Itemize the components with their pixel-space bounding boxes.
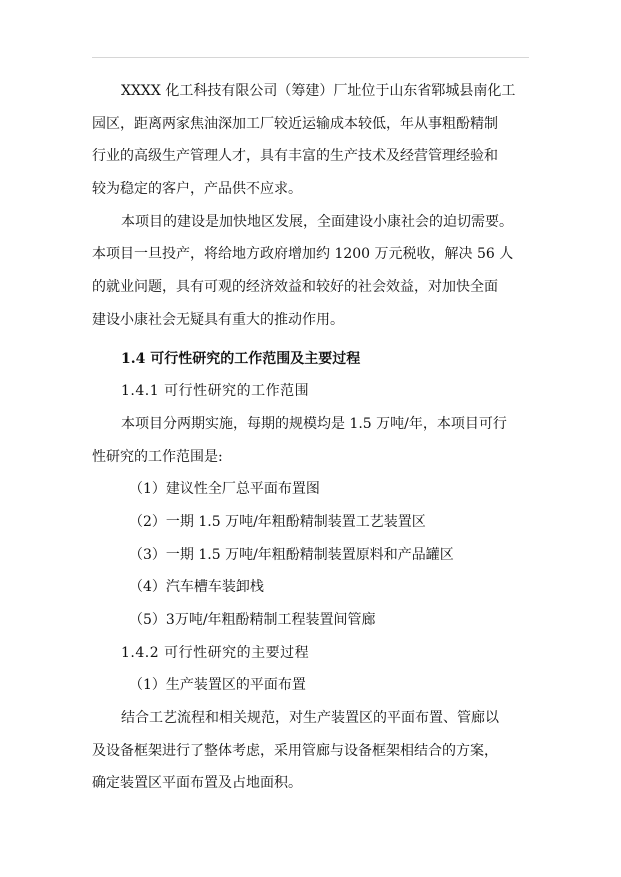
text-line: 及设备框架进行了整体考虑，采用管廊与设备框架相结合的方案， bbox=[92, 742, 498, 759]
text-line: 建设小康社会无疑具有重大的推动作用。 bbox=[92, 311, 344, 328]
text-line: 园区，距离两家焦油深加工厂较近运输成本较低，年从事粗酚精制 bbox=[92, 115, 498, 132]
header-rule bbox=[92, 57, 529, 58]
text-line: 本项目分两期实施，每期的规模均是 1.5 万吨/年，本项目可行 bbox=[121, 415, 507, 432]
text-line: 的就业问题，具有可观的经济效益和较好的社会效益，对加快全面 bbox=[92, 279, 498, 296]
text-line: 性研究的工作范围是: bbox=[92, 448, 223, 465]
paragraph-scope-intro bbox=[92, 411, 529, 476]
list-item: （2）一期 1.5 万吨/年粗酚精制装置工艺装置区 bbox=[129, 513, 426, 530]
list-item: （4）汽车槽车装卸栈 bbox=[129, 579, 264, 596]
list-item: （1）生产装置区的平面布置 bbox=[129, 677, 306, 694]
subsection-heading: 1.4.2 可行性研究的主要过程 bbox=[121, 644, 310, 661]
text-line: 行业的高级生产管理人才，具有丰富的生产技术及经营管理经验和 bbox=[92, 148, 498, 165]
list-item: （5）3万吨/年粗酚精制工程装置间管廊 bbox=[129, 612, 376, 628]
text-line: 本项目一旦投产，将给地方政府增加约 1200 万元税收，解决 56 人 bbox=[92, 246, 514, 263]
document-body bbox=[92, 78, 529, 803]
text-line: 确定装置区平面布置及占地面积。 bbox=[92, 775, 302, 792]
paragraph-company-intro bbox=[92, 78, 529, 209]
paragraph-layout-process bbox=[92, 705, 529, 803]
scope-list bbox=[92, 476, 529, 639]
section-heading: 1.4 可行性研究的工作范围及主要过程 bbox=[121, 350, 361, 367]
text-line: 较为稳定的客户，产品供不应求。 bbox=[92, 181, 302, 198]
text-line: 本项目的建设是加快地区发展，全面建设小康社会的迫切需要。 bbox=[121, 213, 513, 230]
list-item: （1）建议性全厂总平面布置图 bbox=[129, 481, 320, 498]
subsection-heading: 1.4.1 可行性研究的工作范围 bbox=[121, 383, 310, 400]
text-line: 结合工艺流程和相关规范，对生产装置区的平面布置、管廊以 bbox=[121, 710, 499, 727]
text-line: XXXX 化工科技有限公司（筹建）厂址位于山东省郓城县南化工 bbox=[121, 83, 516, 99]
list-item: （3）一期 1.5 万吨/年粗酚精制装置原料和产品罐区 bbox=[129, 546, 454, 563]
paragraph-project-significance bbox=[92, 209, 529, 340]
